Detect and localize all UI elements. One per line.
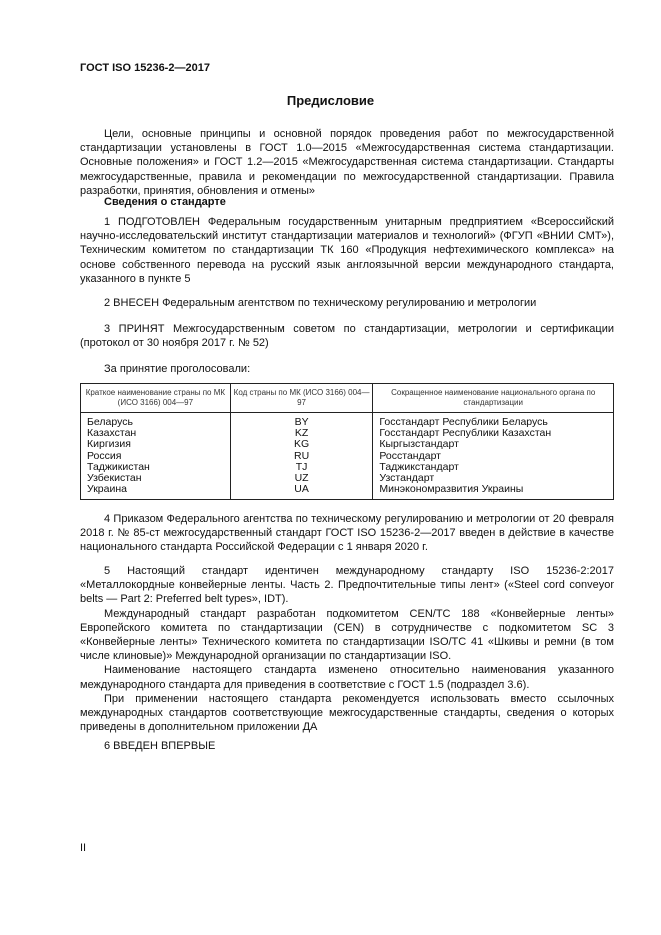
table-row	[81, 462, 614, 473]
item-2	[80, 296, 614, 310]
table-row	[81, 473, 614, 484]
header-country: Краткое наименование страны по МК (ИСО 3166) 004—97	[81, 384, 231, 413]
country-cell: Украина	[87, 483, 127, 496]
item-5-paragraph: Международный стандарт разработан подкомитетом CEN/TC 188 «Конвейерные ленты» Европейского комитета по стандартизации (CEN) в сотрудничестве с подкомитетом SC 3 «Конвейерные ленты» Технического комитета по стандартизации ISO/TC 41 «Шкивы и ремни (в том числе клиновые)» Международной организации по стандартизации ISO.	[80, 607, 614, 663]
country-cell: Киргизия	[87, 438, 131, 451]
body-cell: Госстандарт Республики Беларусь	[379, 416, 548, 428]
code-cell: TJ	[230, 462, 373, 473]
table-row	[81, 413, 614, 429]
section-heading: Сведения о стандарте	[104, 196, 226, 208]
country-cell: Узбекистан	[87, 472, 142, 485]
code-cell: RU	[230, 451, 373, 462]
code-cell: KG	[230, 439, 373, 450]
table-row	[81, 439, 614, 450]
table-row	[81, 484, 614, 500]
item-5	[80, 564, 614, 734]
country-cell: Казахстан	[87, 427, 137, 440]
body-cell: Госстандарт Республики Казахстан	[379, 427, 552, 440]
item-1-text: 1 ПОДГОТОВЛЕН Федеральным государственным унитарным предприятием «Всероссийский научно-исследовательский институт стандартизации материалов и технологий» (ФГУП «ВНИИ СМТ»), Техническим комитетом по стандартизации ТК 160 «Продукция нефтехимического комплекса» на основе собственного перевода на русский язык англоязычной версии международного стандарта, указанного в пункте 5	[80, 216, 614, 285]
country-cell: Таджикистан	[87, 460, 150, 473]
item-3-text: 3 ПРИНЯТ Межгосударственным советом по стандартизации, метрологии и сертификации (протокол от 30 ноября 2017 г. № 52)	[80, 323, 614, 350]
item-4	[80, 512, 614, 555]
table-row	[81, 451, 614, 462]
item-4-text: 4 Приказом Федерального агентства по техническому регулированию и метрологии от 20 февраля 2018 г. № 85-ст межгосударственный стандарт ГОСТ ISO 15236-2—2017 введен в действие в качестве национального стандарта Российской Федерации с 1 января 2020 г.	[80, 513, 614, 554]
body-cell: Таджикстандарт	[379, 460, 459, 473]
item-3	[80, 322, 614, 350]
country-cell: Россия	[87, 449, 122, 462]
header-body: Сокращенное наименование национального органа по стандартизации	[373, 384, 614, 413]
intro-text: Цели, основные принципы и основной порядок проведения работ по межгосударственной стандартизации установлены в ГОСТ 1.0—2015 «Межгосударственная система стандартизации. Основные положения» и ГОСТ 1.2—2015 «Межгосударственная система стандартизации. Стандарты межгосударственные, правила и рекомендации по межгосударственной стандартизации. Правила разработки, принятия, обновления и отмены»	[80, 128, 614, 197]
item-5-paragraph: При применении настоящего стандарта рекомендуется использовать вместо ссылочных международных стандартов соответствующие межгосударственные стандарты, сведения о которых приведены в дополнительном приложении ДА	[80, 692, 614, 734]
item-2-text: 2 ВНЕСЕН Федеральным агентством по техническому регулированию и метрологии	[104, 297, 537, 309]
item-5-paragraph: Наименование настоящего стандарта изменено относительно наименования указанного международного стандарта для приведения в соответствие с ГОСТ 1.5 (подраздел 3.6).	[80, 664, 614, 691]
document-code: ГОСТ ISO 15236-2—2017	[80, 62, 210, 74]
item-1	[80, 215, 614, 286]
code-cell: UZ	[230, 473, 373, 484]
body-cell: Росстандарт	[379, 449, 441, 462]
body-cell: Узстандарт	[379, 472, 435, 485]
code-cell: UA	[230, 484, 373, 500]
item-6-text: 6 ВВЕДЕН ВПЕРВЫЕ	[104, 740, 216, 752]
page-number: II	[80, 842, 87, 854]
item-6	[80, 739, 614, 753]
item-5-text: 5 Настоящий стандарт идентичен международному стандарту ISO 15236-2:2017 «Металлокордные конвейерные ленты. Часть 2. Предпочтительные типы лент» («Steel cord conveyor belts — Part 2: Preferred belt types», IDT).	[80, 565, 614, 606]
header-code: Код страны по МК (ИСО 3166) 004—97	[230, 384, 373, 413]
code-cell: BY	[230, 413, 373, 429]
vote-intro	[80, 362, 614, 376]
vote-intro-text: За принятие проголосовали:	[104, 363, 251, 375]
table-header-row	[81, 384, 614, 413]
body-cell: Кыргызстандарт	[379, 438, 459, 451]
code-cell: KZ	[230, 428, 373, 439]
table-row	[81, 428, 614, 439]
country-cell: Беларусь	[87, 416, 133, 428]
body-cell: Минэкономразвития Украины	[379, 483, 524, 496]
voting-table	[80, 383, 614, 500]
intro-paragraph	[80, 127, 614, 198]
page-title: Предисловие	[286, 93, 375, 108]
